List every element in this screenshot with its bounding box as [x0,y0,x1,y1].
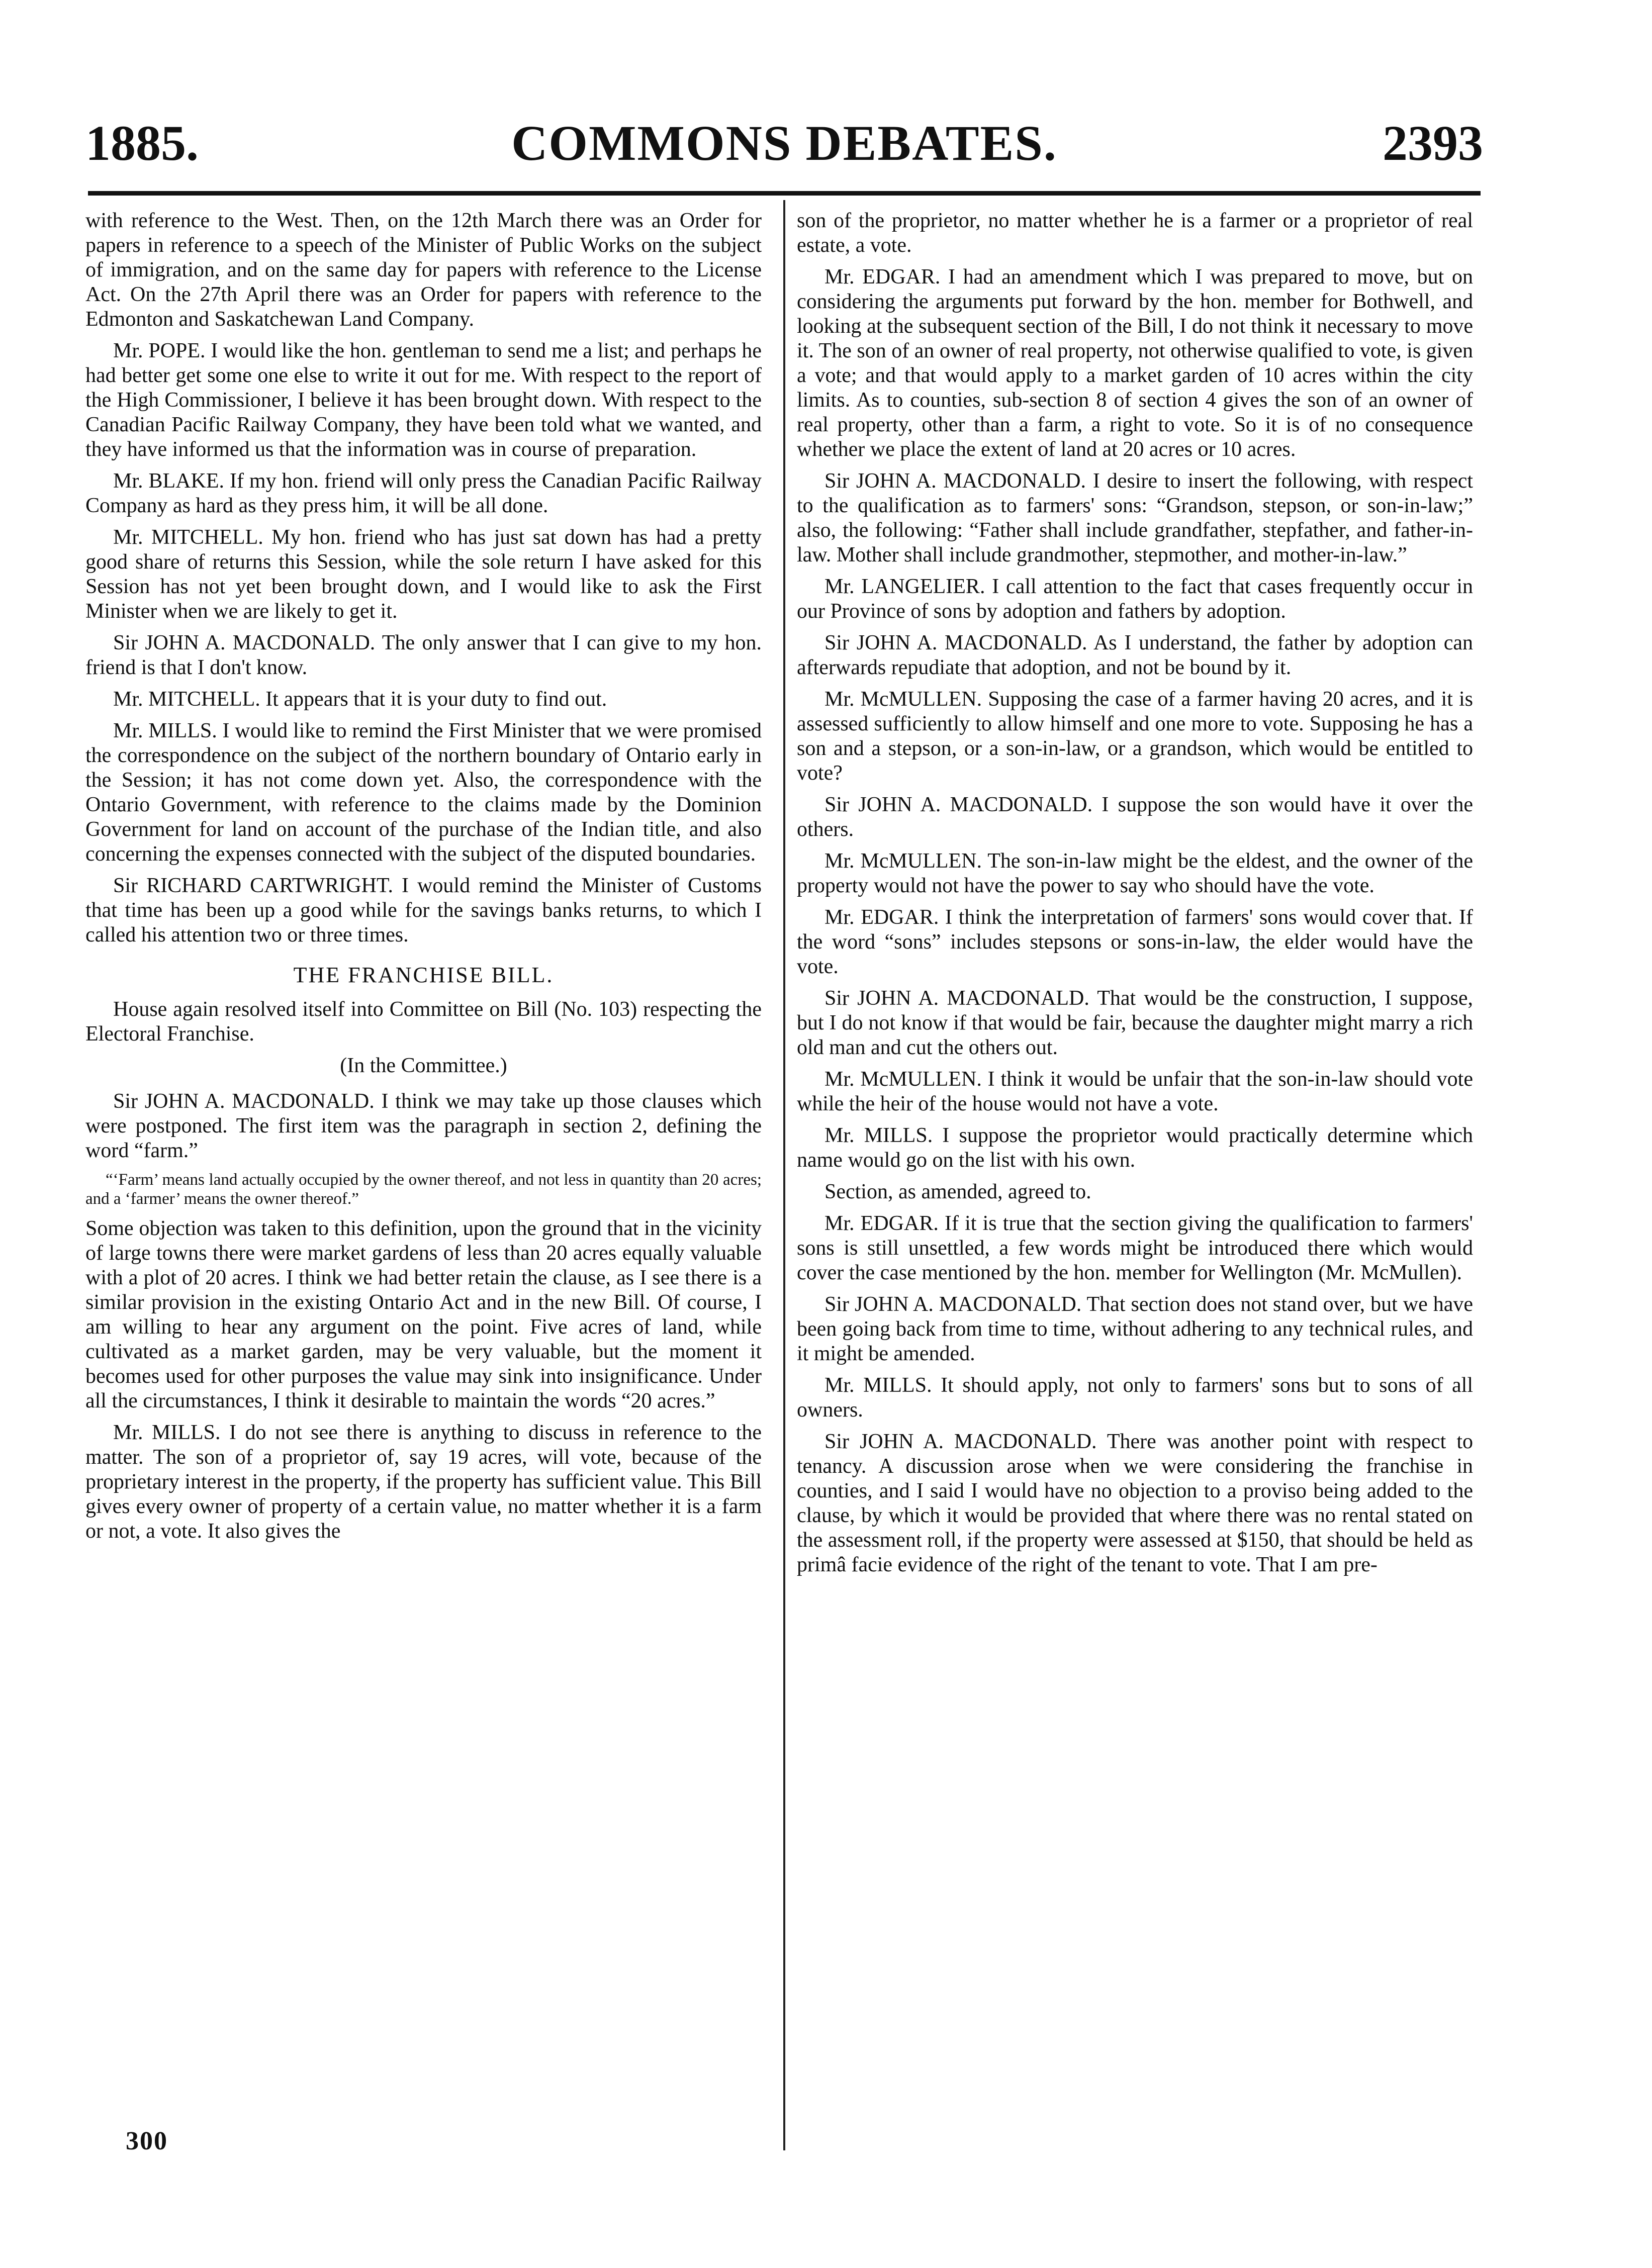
right-column [797,209,1473,1584]
paragraph: Mr. EDGAR. I had an amendment which I was prepared to move, but on considering the arguments put forward by the hon. member for Bothwell, and looking at the subsequent section of the Bill, I do not think it necessary to move it. The son of an owner of real property, not otherwise qualified to vote, is given a vote; and that would apply to a market garden of 10 acres within the city limits. As to counties, sub-section 8 of section 4 gives the son of an owner of real property, other than a farm, a right to vote. So it is of no consequence whether we place the extent of land at 20 acres or 10 acres. [797,265,1473,461]
paragraph: Mr. McMULLEN. The son-in-law might be the eldest, and the owner of the property would not have the power to say who should have the vote. [797,849,1473,897]
page-folio: 300 [126,2127,168,2155]
paragraph: Mr. EDGAR. If it is true that the section giving the qualification to farmers' sons is still unsettled, a few words might be introduced there which would cover the case mentioned by the hon. member for Wellington (Mr. McMullen). [797,1212,1473,1284]
paragraph: Mr. MITCHELL. It appears that it is your duty to find out. [113,688,607,711]
header-rule [88,191,1481,196]
paragraph: Sir JOHN A. MACDONALD. As I understand, the father by adoption can afterwards repudiate that adoption, and not be bound by it. [797,631,1473,679]
paragraph: Mr. POPE. I would like the hon. gentleman to send me a list; and perhaps he had better get some one else to write it out for me. With respect to the report of the High Commissioner, I believe it has been brought down. With respect to the Canadian Pacific Railway Company, they have been told what we wanted, and they have informed us that the information was in course of preparation. [85,339,762,461]
paragraph: Mr. MILLS. I suppose the proprietor would practically determine which name would go on the list with his own. [797,1124,1473,1172]
paragraph: Section, as amended, agreed to. [824,1180,1091,1203]
paragraph: Mr. EDGAR. I think the interpretation of farmers' sons would cover that. If the word “sons” includes stepsons or sons-in-law, the elder would have the vote. [797,906,1473,978]
column-divider [783,200,785,2150]
header-title: COMMONS DEBATES. [511,115,1057,171]
paragraph: with reference to the West. Then, on the 12th March there was an Order for papers in reference to a speech of the Minister of Public Works on the subject of immigration, and on the same day for papers with reference to the License Act. On the 27th April there was an Order for papers with reference to the Edmonton and Saskatchewan Land Company. [85,209,762,331]
paragraph: Sir RICHARD CARTWRIGHT. I would remind the Minister of Customs that time has been up a good while for the savings banks returns, to which I called his attention two or three times. [85,874,762,947]
paragraph: Mr. McMULLEN. I think it would be unfair that the son-in-law should vote while the heir of the house would not have a vote. [797,1068,1473,1115]
paragraph: Mr. LANGELIER. I call attention to the fact that cases frequently occur in our Province of sons by adoption and fathers by adoption. [797,575,1473,623]
paragraph: Sir JOHN A. MACDONALD. I think we may take up those clauses which were postponed. The first item was the paragraph in section 2, defining the word “farm.” [85,1090,762,1162]
paragraph: Some objection was taken to this definition, upon the ground that in the vicinity of large towns there were market gardens of less than 20 acres equally valuable with a plot of 20 acres. I think we had better retain the clause, as I see there is a similar provision in the existing Ontario Act and in the new Bill. Of course, I am willing to hear any argument on the point. Five acres of land, while cultivated as a market garden, may be very valuable, but the moment it becomes used for other purposes the value may sink into insignificance. Under all the circumstances, I think it desirable to maintain the words “20 acres.” [85,1217,762,1412]
quoted-definition: “‘Farm’ means land actually occupied by the owner thereof, and not less in quantity than 20 acres; and a ‘farmer’ means the owner thereof.” [85,1171,762,1208]
committee-note: (In the Committee.) [340,1054,507,1077]
paragraph: Sir JOHN A. MACDONALD. There was another point with respect to tenancy. A discussion arose when we were considering the franchise in counties, and I said I would have no objection to a proviso being added to the clause, by which it would be provided that where there was no rental stated on the assessment roll, if the property were assessed at $150, that should be held as primâ facie evidence of the right of the tenant to vote. That I am pre- [797,1430,1473,1576]
paragraph: Sir JOHN A. MACDONALD. That would be the construction, I suppose, but I do not know if that would be fair, because the daughter might marry a rich old man and cut the others out. [797,987,1473,1059]
header-page-number: 2393 [1383,115,1483,171]
paragraph: Mr. MILLS. I do not see there is anything to discuss in reference to the matter. The son of a proprietor of, say 19 acres, will vote, because of the proprietary interest in the property, if the property has sufficient value. This Bill gives every owner of property of a certain value, no matter whether it is a farm or not, a vote. It also gives the [85,1421,762,1543]
left-column [85,209,762,1551]
page-header [85,108,1483,183]
paragraph: Sir JOHN A. MACDONALD. I desire to insert the following, with respect to the qualification as to farmers' sons: “Grandson, stepson, or son-in-law;” also, the following: “Father shall include grandfather, stepfather, and father-in-law. Mother shall include grandmother, stepmother, and mother-in-law.” [797,469,1473,566]
paragraph: Sir JOHN A. MACDONALD. The only answer that I can give to my hon. friend is that I don't know. [85,631,762,679]
paragraph: Mr. MILLS. It should apply, not only to farmers' sons but to sons of all owners. [797,1374,1473,1422]
paragraph: House again resolved itself into Committee on Bill (No. 103) respecting the Electoral Franchise. [85,998,762,1046]
paragraph: Sir JOHN A. MACDONALD. That section does not stand over, but we have been going back from time to time, without adhering to any technical rules, and it might be amended. [797,1293,1473,1365]
header-year: 1885. [85,115,199,171]
paragraph: Sir JOHN A. MACDONALD. I suppose the son would have it over the others. [797,793,1473,841]
paragraph: Mr. MILLS. I would like to remind the First Minister that we were promised the correspondence on the subject of the northern boundary of Ontario early in the Session; it has not come down yet. Also, the correspondence with the Ontario Government, with reference to the claims made by the Dominion Government for land on account of the purchase of the Indian title, and also concerning the expenses connected with the subject of the disputed boundaries. [85,719,762,866]
section-heading: THE FRANCHISE BILL. [293,963,554,987]
paragraph: son of the proprietor, no matter whether he is a farmer or a proprietor of real estate, a vote. [797,209,1473,257]
paragraph: Mr. MITCHELL. My hon. friend who has just sat down has had a pretty good share of returns this Session, while the sole return I have asked for this Session has not yet been brought down, and I would like to ask the First Minister when we are likely to get it. [85,526,762,623]
paragraph: Mr. McMULLEN. Supposing the case of a farmer having 20 acres, and it is assessed sufficiently to allow himself and one more to vote. Supposing he has a son and a stepson, or a son-in-law, or a grandson, which would be entitled to vote? [797,688,1473,785]
paragraph: Mr. BLAKE. If my hon. friend will only press the Canadian Pacific Railway Company as hard as they press him, it will be all done. [85,469,762,517]
